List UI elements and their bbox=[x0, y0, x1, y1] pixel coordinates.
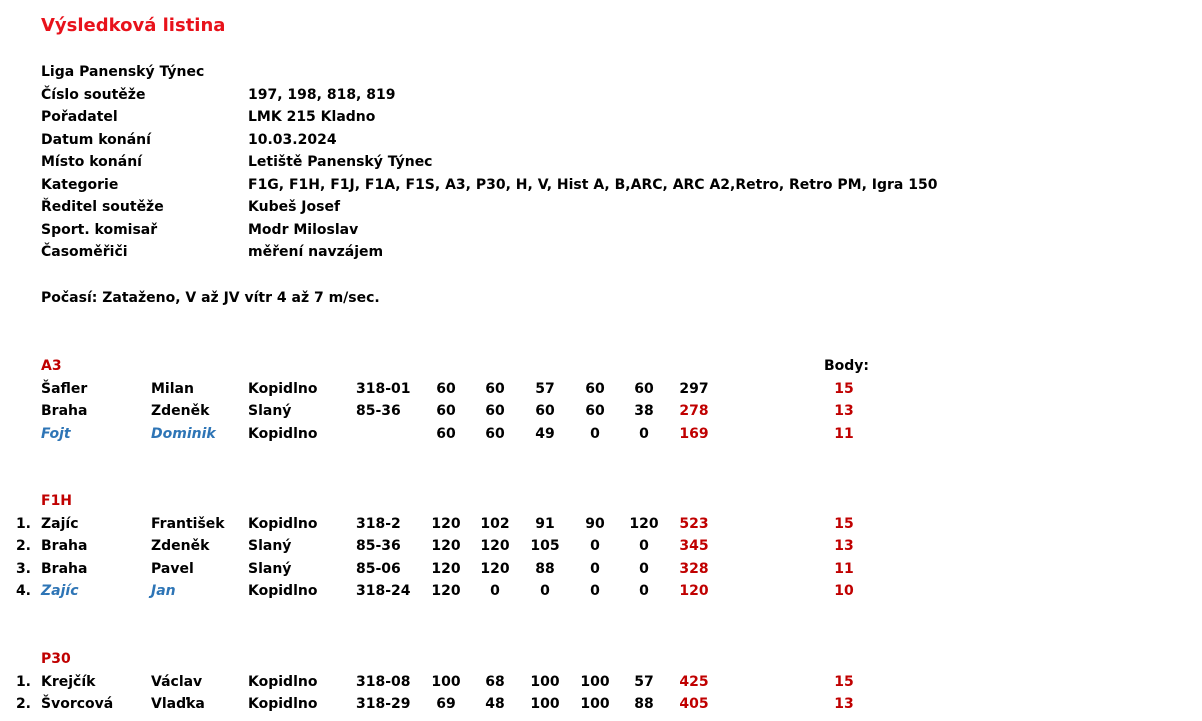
flight-time: 100 bbox=[580, 696, 610, 713]
document-title: Výsledková listina bbox=[41, 15, 226, 36]
flight-time: 90 bbox=[585, 515, 605, 532]
flight-time: 0 bbox=[490, 583, 500, 600]
rank: 1. bbox=[15, 673, 31, 690]
flight-time: 0 bbox=[540, 583, 550, 600]
first-name: František bbox=[151, 515, 225, 532]
info-value: Kubeš Josef bbox=[248, 199, 341, 215]
info-label: Sport. komisař bbox=[41, 221, 158, 238]
flight-time: 60 bbox=[634, 380, 654, 397]
category-heading: P30 bbox=[41, 651, 71, 667]
model-number: 318-01 bbox=[356, 380, 411, 397]
points-header: Body: bbox=[824, 358, 870, 374]
club: Kopidlno bbox=[248, 673, 318, 690]
first-name: Dominik bbox=[151, 425, 216, 442]
league-points: 11 bbox=[834, 425, 854, 442]
flight-time: 0 bbox=[639, 538, 649, 555]
club: Kopidlno bbox=[248, 515, 318, 532]
flight-time: 120 bbox=[431, 515, 461, 532]
flight-time: 48 bbox=[485, 696, 505, 713]
info-label: Datum konání bbox=[41, 131, 151, 148]
rank: 2. bbox=[15, 538, 31, 555]
flight-time: 102 bbox=[480, 515, 510, 532]
flight-time: 60 bbox=[585, 380, 605, 397]
club: Kopidlno bbox=[248, 380, 318, 397]
rank: 3. bbox=[15, 560, 31, 577]
model-number: 318-29 bbox=[356, 696, 411, 713]
model-number: 85-06 bbox=[356, 560, 401, 577]
flight-time: 120 bbox=[480, 560, 510, 577]
info-value: 197, 198, 818, 819 bbox=[248, 86, 396, 103]
flight-time: 0 bbox=[590, 560, 600, 577]
flight-time: 0 bbox=[590, 425, 600, 442]
league-points: 13 bbox=[834, 696, 854, 713]
league-points: 15 bbox=[834, 515, 854, 532]
flight-time: 88 bbox=[634, 696, 654, 713]
surname: Braha bbox=[41, 560, 88, 577]
club: Kopidlno bbox=[248, 425, 318, 442]
flight-time: 91 bbox=[535, 515, 555, 532]
total-score: 425 bbox=[679, 673, 709, 690]
total-score: 120 bbox=[679, 583, 709, 600]
info-value: měření navzájem bbox=[248, 244, 384, 260]
model-number: 318-24 bbox=[356, 583, 411, 600]
info-label: Časoměřiči bbox=[41, 244, 128, 260]
info-value: LMK 215 Kladno bbox=[248, 109, 376, 125]
surname: Zajíc bbox=[41, 583, 79, 600]
info-label: Místo konání bbox=[41, 154, 142, 170]
first-name: Jan bbox=[151, 583, 176, 600]
flight-time: 49 bbox=[535, 425, 555, 442]
surname: Švorcová bbox=[41, 696, 114, 713]
flight-time: 0 bbox=[639, 425, 649, 442]
flight-time: 100 bbox=[580, 673, 610, 690]
total-score: 169 bbox=[679, 425, 709, 442]
surname: Fojt bbox=[41, 425, 71, 442]
total-score: 278 bbox=[679, 403, 709, 420]
model-number: 85-36 bbox=[356, 538, 401, 555]
info-value: F1G, F1H, F1J, F1A, F1S, A3, P30, H, V, Hist A, B,ARC, ARC A2,Retro, Retro PM, Igra 150 bbox=[248, 176, 938, 193]
club: Kopidlno bbox=[248, 583, 318, 600]
flight-time: 100 bbox=[530, 673, 560, 690]
club: Slaný bbox=[248, 403, 292, 420]
model-number: 85-36 bbox=[356, 403, 401, 420]
first-name: Zdeněk bbox=[151, 538, 210, 555]
surname: Braha bbox=[41, 403, 88, 420]
flight-time: 60 bbox=[585, 403, 605, 420]
first-name: Pavel bbox=[151, 560, 194, 577]
flight-time: 120 bbox=[629, 515, 659, 532]
league-points: 13 bbox=[834, 403, 854, 420]
total-score: 297 bbox=[679, 380, 709, 397]
surname: Krejčík bbox=[41, 673, 96, 690]
flight-time: 60 bbox=[436, 403, 456, 420]
category-heading: F1H bbox=[41, 493, 73, 509]
flight-time: 0 bbox=[590, 538, 600, 555]
surname: Šafler bbox=[41, 380, 88, 397]
flight-time: 38 bbox=[634, 403, 654, 420]
total-score: 345 bbox=[679, 538, 709, 555]
model-number: 318-08 bbox=[356, 673, 411, 690]
flight-time: 60 bbox=[436, 380, 456, 397]
club: Slaný bbox=[248, 560, 292, 577]
league-points: 10 bbox=[834, 583, 854, 600]
flight-time: 120 bbox=[431, 560, 461, 577]
total-score: 523 bbox=[679, 515, 709, 532]
flight-time: 0 bbox=[639, 560, 649, 577]
total-score: 405 bbox=[679, 696, 709, 713]
flight-time: 120 bbox=[480, 538, 510, 555]
flight-time: 60 bbox=[436, 425, 456, 442]
club: Slaný bbox=[248, 538, 292, 555]
flight-time: 100 bbox=[431, 673, 461, 690]
flight-time: 88 bbox=[535, 560, 555, 577]
surname: Zajíc bbox=[41, 515, 79, 532]
category-heading: A3 bbox=[41, 358, 62, 374]
info-label: Pořadatel bbox=[41, 109, 118, 125]
league-points: 15 bbox=[834, 380, 854, 397]
flight-time: 68 bbox=[485, 673, 505, 690]
flight-time: 0 bbox=[639, 583, 649, 600]
model-number: 318-2 bbox=[356, 515, 401, 532]
league-points: 11 bbox=[834, 560, 854, 577]
info-label: Číslo soutěže bbox=[41, 86, 146, 103]
flight-time: 60 bbox=[485, 403, 505, 420]
flight-time: 60 bbox=[485, 425, 505, 442]
league-points: 15 bbox=[834, 673, 854, 690]
flight-time: 57 bbox=[535, 380, 555, 397]
total-score: 328 bbox=[679, 560, 709, 577]
info-value: Letiště Panenský Týnec bbox=[248, 154, 433, 170]
first-name: Milan bbox=[151, 380, 194, 397]
info-value: 10.03.2024 bbox=[248, 131, 337, 148]
flight-time: 57 bbox=[634, 673, 654, 690]
info-value: Modr Miloslav bbox=[248, 221, 359, 238]
league-points: 13 bbox=[834, 538, 854, 555]
flight-time: 60 bbox=[535, 403, 555, 420]
rank: 2. bbox=[15, 696, 31, 713]
club: Kopidlno bbox=[248, 696, 318, 713]
first-name: Vlaďka bbox=[151, 696, 205, 713]
flight-time: 105 bbox=[530, 538, 560, 555]
first-name: Václav bbox=[151, 673, 203, 690]
surname: Braha bbox=[41, 538, 88, 555]
flight-time: 60 bbox=[485, 380, 505, 397]
rank: 4. bbox=[15, 583, 31, 600]
info-label: Kategorie bbox=[41, 176, 119, 193]
flight-time: 120 bbox=[431, 583, 461, 600]
info-label: Ředitel soutěže bbox=[41, 199, 164, 215]
flight-time: 100 bbox=[530, 696, 560, 713]
first-name: Zdeněk bbox=[151, 403, 210, 420]
weather-note: Počasí: Zataženo, V až JV vítr 4 až 7 m/sec. bbox=[41, 290, 380, 306]
rank: 1. bbox=[15, 515, 31, 532]
flight-time: 0 bbox=[590, 583, 600, 600]
info-label: Liga Panenský Týnec bbox=[41, 64, 205, 80]
flight-time: 120 bbox=[431, 538, 461, 555]
flight-time: 69 bbox=[436, 696, 456, 713]
